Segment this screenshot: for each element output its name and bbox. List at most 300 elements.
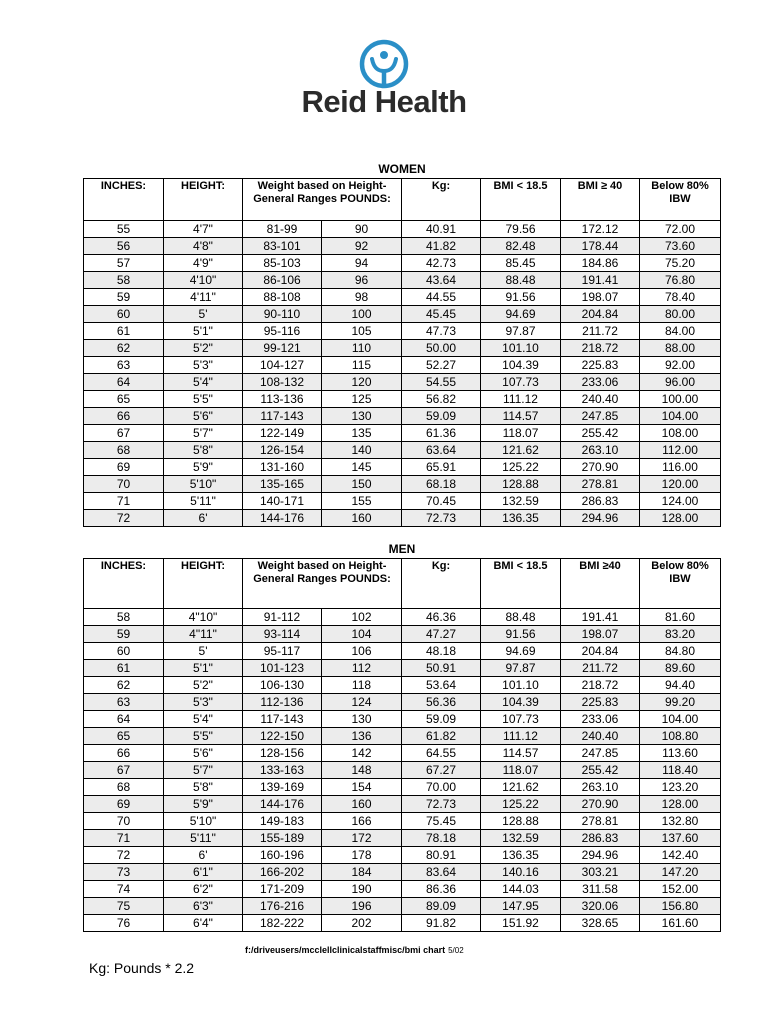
kg-cell: 75.45 (402, 813, 481, 830)
height-cell: 5'6" (164, 745, 243, 762)
ibw-cell: 80.00 (640, 306, 721, 323)
table-row (84, 609, 721, 626)
file-path: f:/driveusers/mcclellclinicalstaffmisc/bmi chart (245, 945, 446, 955)
women-header-row (84, 179, 721, 221)
inches-cell: 67 (84, 762, 164, 779)
kg-cell: 54.55 (402, 374, 481, 391)
pounds-cell: 130 (322, 408, 402, 425)
table-row (84, 745, 721, 762)
pounds-cell: 98 (322, 289, 402, 306)
kg-cell: 63.64 (402, 442, 481, 459)
bmi-low-cell: 107.73 (481, 711, 561, 728)
bmi-low-cell: 94.69 (481, 643, 561, 660)
height-cell: 5'11" (164, 493, 243, 510)
kg-cell: 53.64 (402, 677, 481, 694)
table-row (84, 459, 721, 476)
weight-range-cell: 171-209 (243, 881, 322, 898)
ibw-cell: 88.00 (640, 340, 721, 357)
weight-range-cell: 140-171 (243, 493, 322, 510)
bmi-high-cell: 278.81 (561, 813, 640, 830)
kg-cell: 56.36 (402, 694, 481, 711)
weight-range-cell: 93-114 (243, 626, 322, 643)
inches-cell: 71 (84, 493, 164, 510)
weight-range-cell: 149-183 (243, 813, 322, 830)
ibw-cell: 78.40 (640, 289, 721, 306)
weight-range-cell: 108-132 (243, 374, 322, 391)
weight-range-cell: 95-116 (243, 323, 322, 340)
table-row (84, 728, 721, 745)
kg-cell: 48.18 (402, 643, 481, 660)
pounds-cell: 104 (322, 626, 402, 643)
height-cell: 6' (164, 510, 243, 527)
kg-cell: 42.73 (402, 255, 481, 272)
weight-range-cell: 139-169 (243, 779, 322, 796)
weight-range-cell: 122-149 (243, 425, 322, 442)
men-table-body (84, 609, 721, 932)
ibw-cell: 124.00 (640, 493, 721, 510)
men-header-row (84, 559, 721, 609)
header-height: HEIGHT: (164, 559, 243, 609)
header-bmi-high: BMI ≥40 (561, 559, 640, 609)
height-cell: 5'5" (164, 391, 243, 408)
ibw-cell: 128.00 (640, 796, 721, 813)
inches-cell: 66 (84, 408, 164, 425)
pounds-cell: 160 (322, 510, 402, 527)
height-cell: 5'4" (164, 374, 243, 391)
table-row (84, 711, 721, 728)
weight-range-cell: 135-165 (243, 476, 322, 493)
ibw-cell: 156.80 (640, 898, 721, 915)
weight-range-cell: 144-176 (243, 796, 322, 813)
height-cell: 5'11" (164, 830, 243, 847)
bmi-low-cell: 140.16 (481, 864, 561, 881)
weight-range-cell: 144-176 (243, 510, 322, 527)
ibw-cell: 76.80 (640, 272, 721, 289)
inches-cell: 72 (84, 510, 164, 527)
kg-cell: 68.18 (402, 476, 481, 493)
bmi-high-cell: 218.72 (561, 340, 640, 357)
bmi-high-cell: 204.84 (561, 643, 640, 660)
inches-cell: 64 (84, 711, 164, 728)
header-bmi-high: BMI ≥ 40 (561, 179, 640, 221)
weight-range-cell: 117-143 (243, 408, 322, 425)
weight-range-cell: 90-110 (243, 306, 322, 323)
height-cell: 5'9" (164, 796, 243, 813)
table-row (84, 323, 721, 340)
bmi-low-cell: 128.88 (481, 476, 561, 493)
ibw-cell: 81.60 (640, 609, 721, 626)
height-cell: 5'1" (164, 660, 243, 677)
bmi-low-cell: 136.35 (481, 510, 561, 527)
bmi-high-cell: 191.41 (561, 272, 640, 289)
height-cell: 5'10" (164, 476, 243, 493)
ibw-cell: 132.80 (640, 813, 721, 830)
header-ibw: Below 80% IBW (640, 559, 721, 609)
height-cell: 5'4" (164, 711, 243, 728)
inches-cell: 67 (84, 425, 164, 442)
pounds-cell: 196 (322, 898, 402, 915)
bmi-low-cell: 144.03 (481, 881, 561, 898)
kg-cell: 70.00 (402, 779, 481, 796)
ibw-cell: 89.60 (640, 660, 721, 677)
bmi-low-cell: 101.10 (481, 677, 561, 694)
inches-cell: 61 (84, 660, 164, 677)
table-row (84, 762, 721, 779)
kg-cell: 65.91 (402, 459, 481, 476)
height-cell: 6'2" (164, 881, 243, 898)
men-section-title: MEN (388, 542, 416, 556)
weight-range-cell: 85-103 (243, 255, 322, 272)
table-row (84, 898, 721, 915)
height-cell: 5'2" (164, 340, 243, 357)
kg-cell: 43.64 (402, 272, 481, 289)
bmi-high-cell: 225.83 (561, 694, 640, 711)
bmi-high-cell: 204.84 (561, 306, 640, 323)
inches-cell: 57 (84, 255, 164, 272)
pounds-cell: 155 (322, 493, 402, 510)
bmi-high-cell: 233.06 (561, 711, 640, 728)
table-row (84, 643, 721, 660)
weight-range-cell: 131-160 (243, 459, 322, 476)
bmi-low-cell: 88.48 (481, 609, 561, 626)
inches-cell: 63 (84, 357, 164, 374)
height-cell: 5'6" (164, 408, 243, 425)
ibw-cell: 108.80 (640, 728, 721, 745)
pounds-cell: 102 (322, 609, 402, 626)
pounds-cell: 118 (322, 677, 402, 694)
weight-range-cell: 126-154 (243, 442, 322, 459)
bmi-low-cell: 147.95 (481, 898, 561, 915)
pounds-cell: 142 (322, 745, 402, 762)
kg-cell: 83.64 (402, 864, 481, 881)
height-cell: 4'11" (164, 289, 243, 306)
pounds-cell: 106 (322, 643, 402, 660)
bmi-high-cell: 263.10 (561, 442, 640, 459)
bmi-low-cell: 88.48 (481, 272, 561, 289)
bmi-high-cell: 184.86 (561, 255, 640, 272)
inches-cell: 68 (84, 779, 164, 796)
inches-cell: 69 (84, 459, 164, 476)
height-cell: 6'4" (164, 915, 243, 932)
ibw-cell: 84.80 (640, 643, 721, 660)
kg-cell: 78.18 (402, 830, 481, 847)
bmi-low-cell: 114.57 (481, 745, 561, 762)
inches-cell: 64 (84, 374, 164, 391)
ibw-cell: 73.60 (640, 238, 721, 255)
kg-conversion-note: Kg: Pounds * 2.2 (89, 960, 195, 976)
height-cell: 5'5" (164, 728, 243, 745)
bmi-high-cell: 303.21 (561, 864, 640, 881)
bmi-high-cell: 320.06 (561, 898, 640, 915)
bmi-low-cell: 97.87 (481, 323, 561, 340)
weight-range-cell: 113-136 (243, 391, 322, 408)
ibw-cell: 123.20 (640, 779, 721, 796)
pounds-cell: 100 (322, 306, 402, 323)
bmi-low-cell: 114.57 (481, 408, 561, 425)
inches-cell: 63 (84, 694, 164, 711)
pounds-cell: 154 (322, 779, 402, 796)
inches-cell: 55 (84, 221, 164, 238)
bmi-low-cell: 136.35 (481, 847, 561, 864)
bmi-high-cell: 286.83 (561, 493, 640, 510)
ibw-cell: 152.00 (640, 881, 721, 898)
ibw-cell: 161.60 (640, 915, 721, 932)
pounds-cell: 115 (322, 357, 402, 374)
ibw-cell: 83.20 (640, 626, 721, 643)
table-row (84, 442, 721, 459)
weight-range-cell: 166-202 (243, 864, 322, 881)
table-row (84, 221, 721, 238)
inches-cell: 66 (84, 745, 164, 762)
ibw-cell: 99.20 (640, 694, 721, 711)
weight-range-cell: 176-216 (243, 898, 322, 915)
table-row (84, 408, 721, 425)
bmi-high-cell: 294.96 (561, 510, 640, 527)
inches-cell: 69 (84, 796, 164, 813)
ibw-cell: 128.00 (640, 510, 721, 527)
weight-range-cell: 88-108 (243, 289, 322, 306)
kg-cell: 47.27 (402, 626, 481, 643)
pounds-cell: 94 (322, 255, 402, 272)
weight-range-cell: 91-112 (243, 609, 322, 626)
bmi-high-cell: 198.07 (561, 289, 640, 306)
height-cell: 5'1" (164, 323, 243, 340)
kg-cell: 50.00 (402, 340, 481, 357)
pounds-cell: 136 (322, 728, 402, 745)
pounds-cell: 178 (322, 847, 402, 864)
height-cell: 5'3" (164, 694, 243, 711)
inches-cell: 60 (84, 306, 164, 323)
height-cell: 5'7" (164, 425, 243, 442)
pounds-cell: 140 (322, 442, 402, 459)
table-row (84, 830, 721, 847)
bmi-high-cell: 198.07 (561, 626, 640, 643)
bmi-high-cell: 172.12 (561, 221, 640, 238)
table-row (84, 493, 721, 510)
ibw-cell: 104.00 (640, 408, 721, 425)
kg-cell: 72.73 (402, 510, 481, 527)
table-row (84, 306, 721, 323)
pounds-cell: 160 (322, 796, 402, 813)
table-row (84, 915, 721, 932)
bmi-high-cell: 211.72 (561, 660, 640, 677)
bmi-low-cell: 151.92 (481, 915, 561, 932)
table-row (84, 289, 721, 306)
bmi-high-cell: 270.90 (561, 796, 640, 813)
pounds-cell: 184 (322, 864, 402, 881)
table-row (84, 694, 721, 711)
ibw-cell: 147.20 (640, 864, 721, 881)
header-kg: Kg: (402, 559, 481, 609)
bmi-low-cell: 121.62 (481, 442, 561, 459)
bmi-high-cell: 233.06 (561, 374, 640, 391)
kg-cell: 47.73 (402, 323, 481, 340)
ibw-cell: 108.00 (640, 425, 721, 442)
inches-cell: 74 (84, 881, 164, 898)
pounds-cell: 92 (322, 238, 402, 255)
bmi-low-cell: 79.56 (481, 221, 561, 238)
bmi-high-cell: 294.96 (561, 847, 640, 864)
ibw-cell: 104.00 (640, 711, 721, 728)
men-bmi-table (83, 558, 721, 932)
height-cell: 4'7" (164, 221, 243, 238)
bmi-high-cell: 218.72 (561, 677, 640, 694)
bmi-high-cell: 255.42 (561, 425, 640, 442)
bmi-high-cell: 263.10 (561, 779, 640, 796)
kg-cell: 45.45 (402, 306, 481, 323)
bmi-low-cell: 111.12 (481, 728, 561, 745)
pounds-cell: 172 (322, 830, 402, 847)
logo-wordmark: Reid Health (301, 84, 467, 119)
weight-range-cell: 106-130 (243, 677, 322, 694)
kg-cell: 56.82 (402, 391, 481, 408)
bmi-low-cell: 125.22 (481, 459, 561, 476)
ibw-cell: 137.60 (640, 830, 721, 847)
kg-cell: 59.09 (402, 711, 481, 728)
bmi-low-cell: 132.59 (481, 830, 561, 847)
height-cell: 5'10" (164, 813, 243, 830)
pounds-cell: 112 (322, 660, 402, 677)
table-row (84, 881, 721, 898)
ibw-cell: 100.00 (640, 391, 721, 408)
kg-cell: 70.45 (402, 493, 481, 510)
table-row (84, 677, 721, 694)
ibw-cell: 75.20 (640, 255, 721, 272)
inches-cell: 71 (84, 830, 164, 847)
inches-cell: 56 (84, 238, 164, 255)
kg-cell: 67.27 (402, 762, 481, 779)
table-row (84, 779, 721, 796)
ibw-cell: 72.00 (640, 221, 721, 238)
height-cell: 5'8" (164, 442, 243, 459)
bmi-low-cell: 132.59 (481, 493, 561, 510)
ibw-cell: 142.40 (640, 847, 721, 864)
weight-range-cell: 128-156 (243, 745, 322, 762)
ibw-cell: 112.00 (640, 442, 721, 459)
ibw-cell: 96.00 (640, 374, 721, 391)
height-cell: 5'2" (164, 677, 243, 694)
header-kg: Kg: (402, 179, 481, 221)
pounds-cell: 110 (322, 340, 402, 357)
table-row (84, 813, 721, 830)
height-cell: 4'9" (164, 255, 243, 272)
bmi-low-cell: 125.22 (481, 796, 561, 813)
inches-cell: 72 (84, 847, 164, 864)
header-weight-range: Weight based on Height-General Ranges POUNDS: (243, 179, 402, 221)
bmi-high-cell: 247.85 (561, 408, 640, 425)
header-bmi-low: BMI < 18.5 (481, 559, 561, 609)
height-cell: 5'9" (164, 459, 243, 476)
bmi-low-cell: 97.87 (481, 660, 561, 677)
bmi-low-cell: 118.07 (481, 762, 561, 779)
kg-cell: 40.91 (402, 221, 481, 238)
header-ibw: Below 80% IBW (640, 179, 721, 221)
height-cell: 5'7" (164, 762, 243, 779)
table-row (84, 425, 721, 442)
table-row (84, 660, 721, 677)
bmi-high-cell: 286.83 (561, 830, 640, 847)
bmi-low-cell: 91.56 (481, 289, 561, 306)
bmi-low-cell: 104.39 (481, 357, 561, 374)
inches-cell: 70 (84, 813, 164, 830)
pounds-cell: 130 (322, 711, 402, 728)
weight-range-cell: 81-99 (243, 221, 322, 238)
inches-cell: 58 (84, 609, 164, 626)
header-inches: INCHES: (84, 559, 164, 609)
height-cell: 4"10" (164, 609, 243, 626)
ibw-cell: 118.40 (640, 762, 721, 779)
ibw-cell: 113.60 (640, 745, 721, 762)
ibw-cell: 120.00 (640, 476, 721, 493)
pounds-cell: 124 (322, 694, 402, 711)
bmi-low-cell: 111.12 (481, 391, 561, 408)
table-row (84, 238, 721, 255)
table-row (84, 864, 721, 881)
kg-cell: 91.82 (402, 915, 481, 932)
bmi-low-cell: 121.62 (481, 779, 561, 796)
inches-cell: 65 (84, 391, 164, 408)
inches-cell: 75 (84, 898, 164, 915)
pounds-cell: 148 (322, 762, 402, 779)
weight-range-cell: 117-143 (243, 711, 322, 728)
header-inches: INCHES: (84, 179, 164, 221)
height-cell: 4'8" (164, 238, 243, 255)
bmi-low-cell: 85.45 (481, 255, 561, 272)
height-cell: 6'3" (164, 898, 243, 915)
bmi-high-cell: 247.85 (561, 745, 640, 762)
weight-range-cell: 133-163 (243, 762, 322, 779)
height-cell: 4'10" (164, 272, 243, 289)
table-row (84, 476, 721, 493)
weight-range-cell: 86-106 (243, 272, 322, 289)
height-cell: 6'1" (164, 864, 243, 881)
table-row (84, 626, 721, 643)
kg-cell: 46.36 (402, 609, 481, 626)
kg-cell: 61.82 (402, 728, 481, 745)
bmi-high-cell: 255.42 (561, 762, 640, 779)
bmi-low-cell: 118.07 (481, 425, 561, 442)
bmi-high-cell: 178.44 (561, 238, 640, 255)
inches-cell: 59 (84, 289, 164, 306)
bmi-low-cell: 94.69 (481, 306, 561, 323)
file-path-footnote (245, 945, 464, 955)
kg-cell: 61.36 (402, 425, 481, 442)
bmi-low-cell: 82.48 (481, 238, 561, 255)
table-row (84, 357, 721, 374)
women-section-title: WOMEN (378, 162, 426, 176)
height-cell: 5' (164, 306, 243, 323)
pounds-cell: 135 (322, 425, 402, 442)
pounds-cell: 145 (322, 459, 402, 476)
weight-range-cell: 104-127 (243, 357, 322, 374)
height-cell: 6' (164, 847, 243, 864)
inches-cell: 62 (84, 340, 164, 357)
pounds-cell: 120 (322, 374, 402, 391)
bmi-high-cell: 328.65 (561, 915, 640, 932)
weight-range-cell: 101-123 (243, 660, 322, 677)
reid-health-emblem-icon (358, 38, 410, 90)
table-row (84, 510, 721, 527)
weight-range-cell: 160-196 (243, 847, 322, 864)
kg-cell: 86.36 (402, 881, 481, 898)
table-row (84, 847, 721, 864)
bmi-low-cell: 128.88 (481, 813, 561, 830)
height-cell: 5'8" (164, 779, 243, 796)
bmi-low-cell: 101.10 (481, 340, 561, 357)
inches-cell: 68 (84, 442, 164, 459)
header-height: HEIGHT: (164, 179, 243, 221)
weight-range-cell: 99-121 (243, 340, 322, 357)
